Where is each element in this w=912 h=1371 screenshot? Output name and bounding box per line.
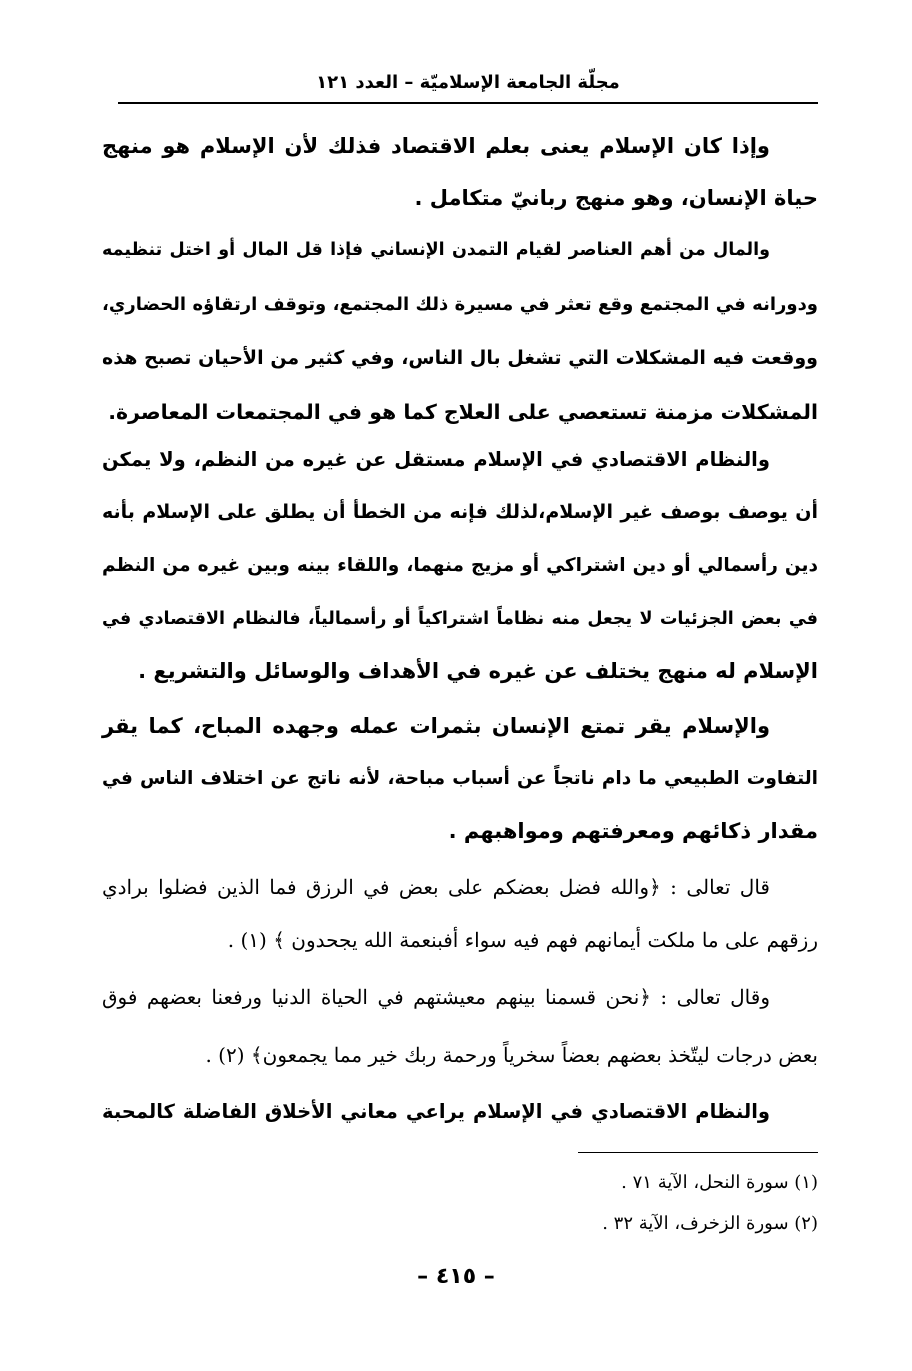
body-line: وإذا كان الإسلام يعنى بعلم الاقتصاد فذلك لأن الإسلام هو منهج [102, 134, 770, 158]
body-line: في بعض الجزئيات لا يجعل منه نظاماً اشتراكياً أو رأسمالياً، فالنظام الاقتصادي في [102, 609, 818, 629]
header-rule [118, 102, 818, 104]
footnote: (١) سورة النحل، الآية ٧١ . [621, 1172, 818, 1193]
page-number: – ٤١٥ – [417, 1264, 495, 1289]
verse-line: بعض درجات ليتّخذ بعضهم بعضاً سخرياً ورحمة ربك خير مما يجمعون﴾ (٢) . [205, 1043, 818, 1067]
footnote: (٢) سورة الزخرف، الآية ٣٢ . [602, 1213, 818, 1234]
body-line: التفاوت الطبيعي ما دام ناتجاً عن أسباب مباحة، لأنه ناتج عن اختلاف الناس في [102, 768, 818, 789]
footnote-rule [578, 1152, 818, 1153]
body-line: المشكلات مزمنة تستعصي على العلاج كما هو في المجتمعات المعاصرة. [108, 400, 818, 424]
verse-line: قال تعالى : ﴿والله فضل بعضكم على بعض في الرزق فما الذين فضلوا برادي [102, 875, 770, 899]
body-line: ووقعت فيه المشكلات التي تشغل بال الناس، وفي كثير من الأحيان تصبح هذه [102, 347, 818, 369]
running-head: مجلّة الجامعة الإسلاميّة – العدد ١٢١ [316, 72, 620, 93]
body-line: مقدار ذكائهم ومعرفتهم ومواهبهم . [448, 819, 818, 843]
body-line: دين رأسمالي أو دين اشتراكي أو مزيج منهما، واللقاء بينه وبين غيره من النظم [102, 555, 818, 576]
body-line: والمال من أهم العناصر لقيام التمدن الإنساني فإذا قل المال أو اختل تنظيمه [102, 240, 770, 260]
verse-line: رزقهم على ما ملكت أيمانهم فهم فيه سواء أفبنعمة الله يجحدون ﴾ (١) . [227, 928, 818, 952]
body-line: الإسلام له منهج يختلف عن غيره في الأهداف والوسائل والتشريع . [138, 659, 818, 683]
body-line: والنظام الاقتصادي في الإسلام يراعي معاني الأخلاق الفاضلة كالمحبة [102, 1100, 770, 1123]
body-line: والإسلام يقر تمتع الإنسان بثمرات عمله وجهده المباح، كما يقر [102, 714, 770, 738]
body-line: والنظام الاقتصادي في الإسلام مستقل عن غيره من النظم، ولا يمكن [102, 448, 770, 471]
verse-line: وقال تعالى : ﴿نحن قسمنا بينهم معيشتهم في الحياة الدنيا ورفعنا بعضهم فوق [102, 985, 770, 1009]
body-line: ودورانه في المجتمع وقع تعثر في مسيرة ذلك المجتمع، وتوقف ارتقاؤه الحضاري، [102, 294, 818, 315]
body-line: أن يوصف بوصف غير الإسلام،لذلك فإنه من الخطأ أن يطلق على الإسلام بأنه [102, 501, 818, 523]
body-line: حياة الإنسان، وهو منهج ربانيّ متكامل . [414, 186, 818, 210]
